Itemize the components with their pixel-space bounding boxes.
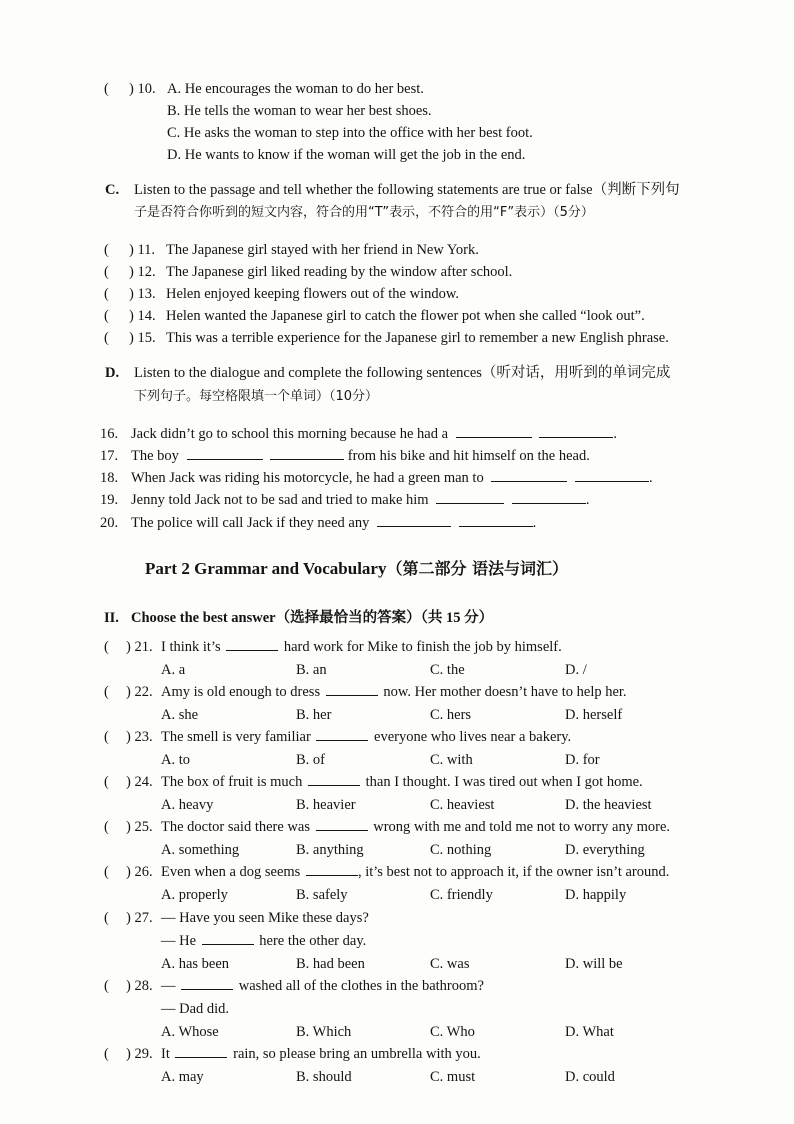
sentence-after: from his bike and hit himself on the head. xyxy=(347,448,590,464)
option-d[interactable]: D. / xyxy=(565,662,587,678)
section-instruction-1: Listen to the dialogue and complete the following sentences（听对话，用听到的单词完成 xyxy=(134,365,671,381)
section-instruction-2: 子是否符合你听到的短文内容，符合的用“T”表示，不符合的用“F”表示）（5分） xyxy=(134,205,594,220)
answer-blank[interactable] xyxy=(512,491,586,504)
answer-paren: ( xyxy=(104,81,109,97)
question-text: The Japanese girl stayed with her friend in New York. xyxy=(166,242,479,258)
answer-blank[interactable] xyxy=(459,514,533,527)
option-d[interactable]: D. What xyxy=(565,1024,614,1040)
question-number: ) 11. xyxy=(129,242,156,258)
answer-blank[interactable] xyxy=(316,818,368,831)
sentence-before: The boy xyxy=(131,448,179,464)
question-number: ) 26. xyxy=(126,864,153,880)
dialogue-line-1: — Have you seen Mike these days? xyxy=(161,910,369,926)
option-d: D. He wants to know if the woman will get the job in the end. xyxy=(167,147,526,163)
option-c: C. He asks the woman to step into the office with her best foot. xyxy=(167,125,533,141)
option-b[interactable]: B. of xyxy=(296,752,325,768)
option-a: A. He encourages the woman to do her best. xyxy=(167,81,424,97)
answer-blank[interactable] xyxy=(226,638,278,651)
question-number: 20. xyxy=(100,515,119,531)
answer-blank[interactable] xyxy=(326,683,378,696)
question-number: ) 10. xyxy=(129,81,156,97)
question-text: The Japanese girl liked reading by the window after school. xyxy=(166,264,513,280)
question-number: ) 21. xyxy=(126,639,153,655)
question-number: ) 25. xyxy=(126,819,153,835)
option-d[interactable]: D. will be xyxy=(565,956,623,972)
question-text: This was a terrible experience for the Japanese girl to remember a new English phrase. xyxy=(166,330,669,346)
option-d[interactable]: D. the heaviest xyxy=(565,797,652,813)
answer-blank[interactable] xyxy=(181,977,233,990)
option-a[interactable]: A. she xyxy=(161,707,199,723)
option-b[interactable]: B. anything xyxy=(296,842,364,858)
answer-blank[interactable] xyxy=(202,932,254,945)
question-number: ) 23. xyxy=(126,729,153,745)
answer-blank[interactable] xyxy=(491,469,567,482)
option-b: B. He tells the woman to wear her best shoes. xyxy=(167,103,432,119)
dialogue-line-2: — Dad did. xyxy=(161,1001,230,1017)
answer-blank[interactable] xyxy=(377,514,451,527)
option-a[interactable]: A. has been xyxy=(161,956,230,972)
exam-page: ( ) 10. A. He encourages the woman to do her best. B. He tells the woman to wear her best shoes. C. He asks the woman to step into the office with her best foot. D. He wants to know if the woman will get the job in the end. C. Listen to the passage and tell whether the following statements are true or false（判断下列句 子是否符合你听到的短文内容，符合的用“T”表示，不符合的用“F”表示）（5分） ( ) 11. The Japanese girl stayed with her friend in New York. ( ) 12. The Japanese girl liked reading by the window after school. ( ) 13. Helen enjoyed keeping flowers out of the window. ( ) 14. Helen wanted the Japanese girl to catch the flower pot when she called “look out”. ( ) 15. This was a terrible experience for the Japanese girl to remember a new English phrase. D. Listen to the dialogue and complete the following sentences（听对话，用听到的单词完成 下列句子。每空格限填一个单词）（10分） 16. Jack didn’t go to school this morning because he had a . 17. The boy from his bike and hit himself on the head. 18. When Jack was riding his motorcycle, he had a green man to . 19. Jenny told Jack not to be sad and tried to make him . 20. The police will call Jack if they need any . Part 2 Grammar and Vocabulary（第二部分 语法与词汇） II. Choose the best answer（选择最恰当的答案）（共 15 分） ( ) 21. I think it’s hard work for Mike to finish the job by himself. A. a B. an C. the D. / ( ) 22. Amy is old enough to dress now. Her mother doesn’t have to help her. A. she B. her C. hers D. herself ( ) 23. The smell is very familiar everyone who lives near a bakery. A. to B. of C. with D. for ( ) 24. The box of fruit is much than I thought. I was tired out when I got home. A. heavy B. heavier C. heaviest D. the heaviest ( ) 25. The doctor said there was wrong with me and told me not to worry any more. A. something B. anything C. nothing D. everything ( ) 26. Even when a dog seems , it’s best not to approach it, if the owner isn’t around. A. properly B. safely C. friendly D. happily ( ) 27. — Have you seen Mike these days? — He here the other day. A. has been B. had been C. was D. will be ( ) 28. — washed all of the clothes in the bathroom? — Dad did. A. Whose B. Which C. Who D. What ( ) 29. It rain, so please bring an umbrella with you. A. may B. should C. must D. could xyxy=(100,81,680,1085)
option-c[interactable]: C. heaviest xyxy=(430,797,495,813)
question-number: ) 15. xyxy=(129,330,156,346)
option-a[interactable]: A. may xyxy=(161,1069,204,1085)
question-number: 19. xyxy=(100,492,119,508)
sentence-before: The police will call Jack if they need any xyxy=(131,515,370,531)
option-d[interactable]: D. for xyxy=(565,752,600,768)
option-c[interactable]: C. with xyxy=(430,752,473,768)
answer-blank[interactable] xyxy=(575,469,649,482)
option-a[interactable]: A. heavy xyxy=(161,797,214,813)
option-a[interactable]: A. something xyxy=(161,842,240,858)
answer-blank[interactable] xyxy=(308,773,360,786)
answer-blank[interactable] xyxy=(436,491,504,504)
option-a[interactable]: A. Whose xyxy=(161,1024,219,1040)
option-b[interactable]: B. should xyxy=(296,1069,352,1085)
part-title-zh: （第二部分 语法与词汇） xyxy=(386,559,569,578)
option-d[interactable]: D. herself xyxy=(565,707,623,723)
sentence-before: Jenny told Jack not to be sad and tried to make him xyxy=(131,492,429,508)
option-c[interactable]: C. friendly xyxy=(430,887,493,903)
option-a[interactable]: A. properly xyxy=(161,887,228,903)
part-title-en: Part 2 Grammar and Vocabulary xyxy=(145,559,387,578)
option-b[interactable]: B. safely xyxy=(296,887,348,903)
option-b[interactable]: B. had been xyxy=(296,956,365,972)
option-b[interactable]: B. an xyxy=(296,662,327,678)
option-d[interactable]: D. happily xyxy=(565,887,627,903)
question-text: Helen enjoyed keeping flowers out of the window. xyxy=(166,286,460,302)
option-c[interactable]: C. Who xyxy=(430,1024,475,1040)
answer-blank[interactable] xyxy=(187,447,263,460)
answer-blank[interactable] xyxy=(539,425,613,438)
option-a[interactable]: A. a xyxy=(161,662,186,678)
sentence-before: Jack didn’t go to school this morning because he had a xyxy=(131,426,449,442)
section-letter: D. xyxy=(105,365,120,381)
option-d[interactable]: D. could xyxy=(565,1069,615,1085)
question-number: ) 24. xyxy=(126,774,153,790)
option-c[interactable]: C. was xyxy=(430,956,470,972)
section-title: Choose the best answer（选择最恰当的答案）（共 15 分） xyxy=(131,610,494,626)
section-instruction-1: Listen to the passage and tell whether the following statements are true or false（判断下列句 xyxy=(134,182,680,198)
option-b[interactable]: B. her xyxy=(296,707,332,723)
option-a[interactable]: A. to xyxy=(161,752,190,768)
option-c[interactable]: C. the xyxy=(430,662,465,678)
option-c[interactable]: C. must xyxy=(430,1069,476,1085)
part-2-title xyxy=(145,556,568,579)
question-number: ) 27. xyxy=(126,910,153,926)
question-number: 17. xyxy=(100,448,119,464)
answer-blank[interactable] xyxy=(316,728,368,741)
question-number: 18. xyxy=(100,470,119,486)
option-b[interactable]: B. heavier xyxy=(296,797,356,813)
option-b[interactable]: B. Which xyxy=(296,1024,352,1040)
section-label: II. xyxy=(104,610,119,626)
sentence-before: When Jack was riding his motorcycle, he had a green man to xyxy=(131,470,484,486)
question-number: ) 22. xyxy=(126,684,153,700)
question-number: ) 13. xyxy=(129,286,156,302)
question-number: 16. xyxy=(100,426,119,442)
answer-blank[interactable] xyxy=(270,447,344,460)
option-c[interactable]: C. hers xyxy=(430,707,472,723)
option-d[interactable]: D. everything xyxy=(565,842,645,858)
question-number: ) 29. xyxy=(126,1046,153,1062)
section-letter: C. xyxy=(105,182,120,198)
question-number: ) 14. xyxy=(129,308,156,324)
option-c[interactable]: C. nothing xyxy=(430,842,492,858)
answer-blank[interactable] xyxy=(175,1045,227,1058)
question-number: ) 12. xyxy=(129,264,156,280)
answer-blank[interactable] xyxy=(306,863,358,876)
question-number: ) 28. xyxy=(126,978,153,994)
section-instruction-2: 下列句子。每空格限填一个单词）（10分） xyxy=(134,389,379,404)
question-text: Helen wanted the Japanese girl to catch the flower pot when she called “look out”. xyxy=(166,308,645,324)
answer-blank[interactable] xyxy=(456,425,532,438)
